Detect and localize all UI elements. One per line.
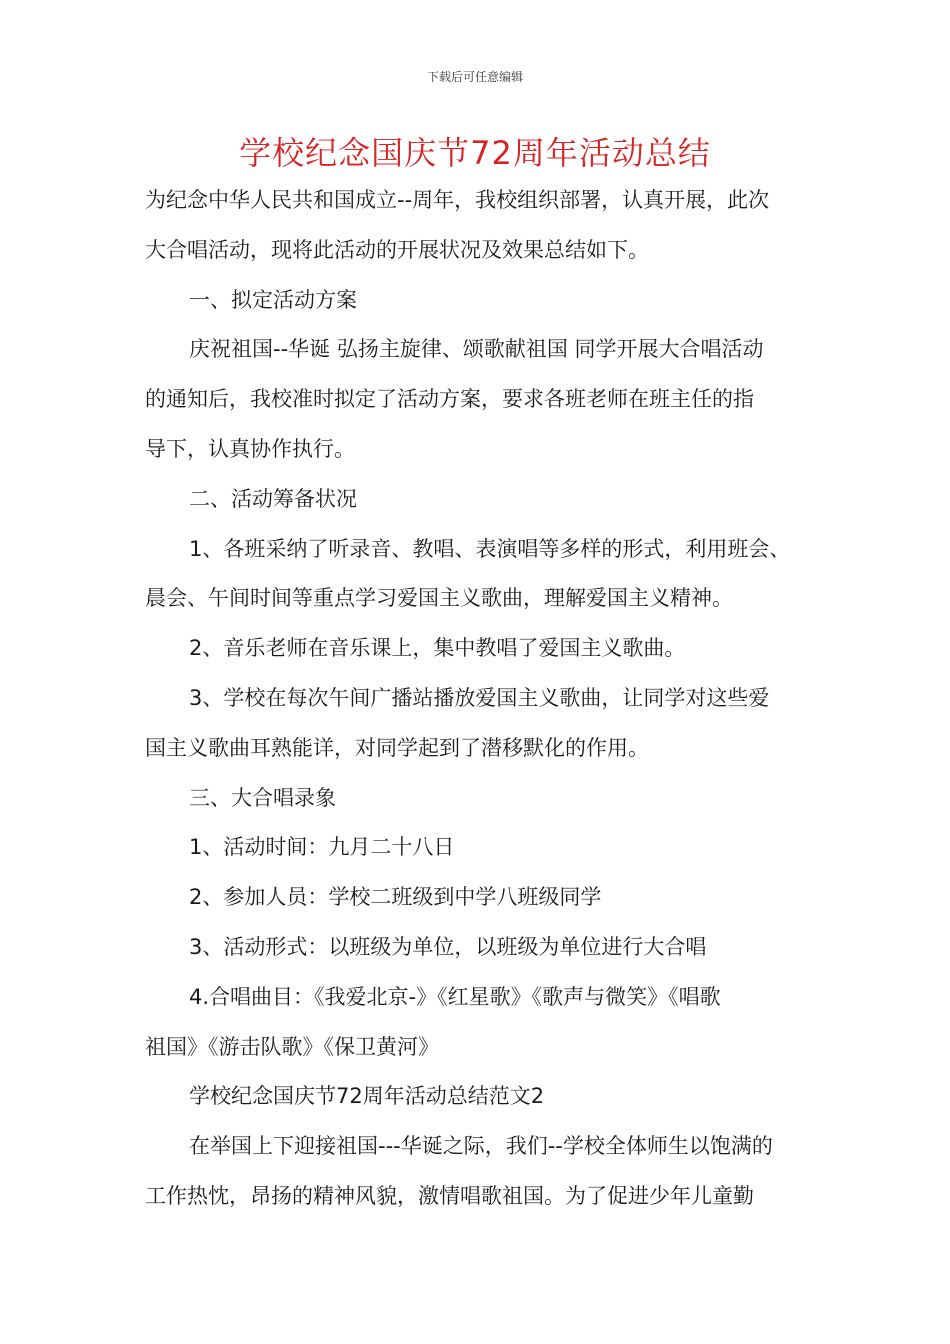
- subtitle-line: 学校纪念国庆节72周年活动总结范文2: [189, 1084, 545, 1109]
- body-line: 导下，认真协作执行。: [145, 436, 355, 461]
- list-item: 3、活动形式：以班级为单位，以班级为单位进行大合唱: [189, 934, 707, 959]
- section-heading: 二、活动筹备状况: [189, 486, 357, 511]
- list-item: 2、音乐老师在音乐课上，集中教唱了爱国主义歌曲。: [189, 636, 686, 661]
- body-line: 晨会、午间时间等重点学习爱国主义歌曲，理解爱国主义精神。: [145, 586, 733, 611]
- body-line: 祖国》《游击队歌》《保卫黄河》: [145, 1034, 439, 1059]
- list-item: 1、活动时间：九月二十八日: [189, 835, 455, 860]
- body-line: 在举国上下迎接祖国---华诞之际，我们--学校全体师生以饱满的: [189, 1134, 773, 1159]
- document-title: 学校纪念国庆节72周年活动总结: [239, 134, 711, 172]
- document-body: [145, 176, 810, 1222]
- section-heading: 三、大合唱录象: [189, 785, 336, 810]
- body-line: 为纪念中华人民共和国成立--周年，我校组织部署，认真开展，此次: [145, 188, 770, 212]
- body-line: 庆祝祖国--华诞 弘扬主旋律、颂歌献祖国 同学开展大合唱活动: [189, 337, 764, 362]
- list-item: 4.合唱曲目：《我爱北京-》《红星歌》《歌声与微笑》《唱歌: [189, 984, 721, 1009]
- body-line: 大合唱活动，现将此活动的开展状况及效果总结如下。: [145, 237, 649, 262]
- body-line: 国主义歌曲耳熟能详，对同学起到了潜移默化的作用。: [145, 735, 649, 760]
- section-heading: 一、拟定活动方案: [189, 287, 357, 312]
- body-line: 工作热忱，昂扬的精神风貌，激情唱歌祖国。为了促进少年儿童勤: [145, 1183, 754, 1208]
- page-header-note: 下载后可任意编辑: [426, 70, 523, 84]
- list-item: 3、学校在每次午间广播站播放爱国主义歌曲，让同学对这些爱: [189, 685, 770, 710]
- list-item: 1、各班采纳了听录音、教唱、表演唱等多样的形式，利用班会、: [189, 536, 791, 561]
- list-item: 2、参加人员：学校二班级到中学八班级同学: [189, 885, 602, 910]
- body-line: 的通知后，我校准时拟定了活动方案，要求各班老师在班主任的指: [145, 387, 754, 412]
